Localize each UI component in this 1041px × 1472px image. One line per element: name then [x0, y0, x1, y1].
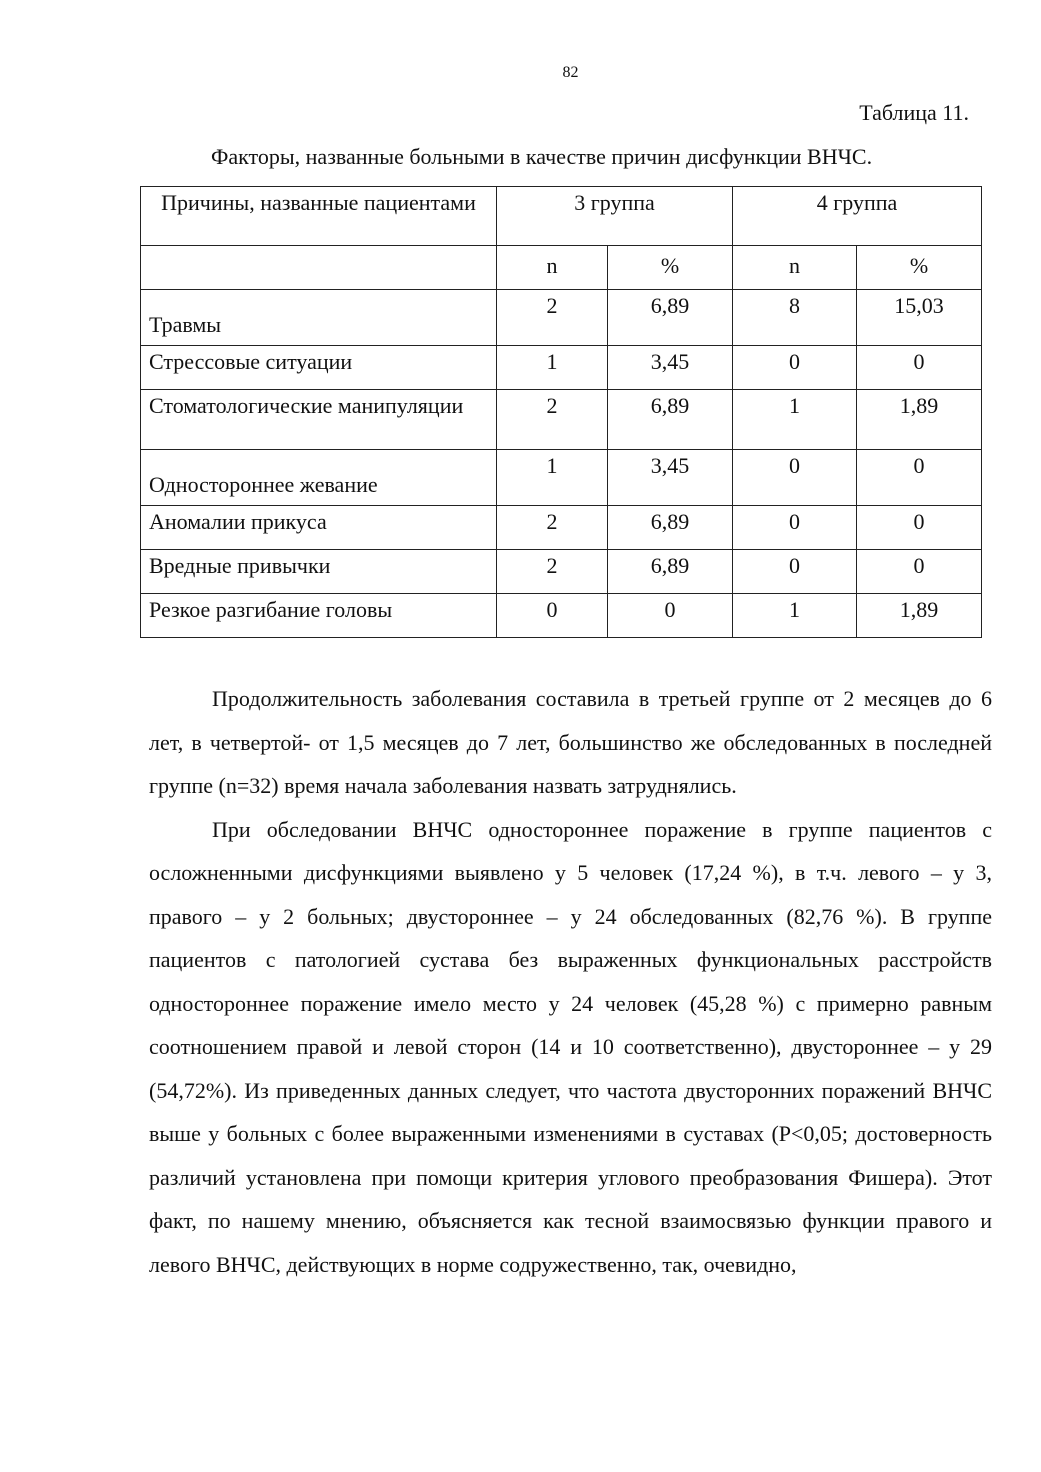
paragraph: При обследовании ВНЧС одностороннее поражение в группе пациентов с осложненными дисфункциями выявлено у 5 человек (17,24 %), в т.ч. левого – у 3, правого – у 2 больных; двустороннее – у 24 обследованных (82,76 %). В группе пациентов с патологией сустава без выраженных функциональных расстройств одностороннее поражение имело место у 24 человек (45,28 %) с примерно равным соотношением правой и левой сторон (14 и 10 соответственно), двустороннее – у 29 (54,72%). Из приведенных данных следует, что частота двусторонних поражений ВНЧС выше у больных с более выраженными изменениями в суставах (Р<0,05; достоверность различий установлена при помощи критерия углового преобразования Фишера). Этот факт, по нашему мнению, объясняется как тесной взаимосвязью функции правого и левого ВНЧС, действующих в норме содружественно, так, очевидно,: [149, 816, 992, 1277]
table-row: [141, 506, 982, 550]
row-cause: Стрессовые ситуации: [141, 346, 497, 390]
table-row: [141, 390, 982, 450]
row-g4-n: 8: [733, 290, 857, 346]
row-g4-pct: 0: [857, 506, 982, 550]
row-g3-pct: 6,89: [608, 290, 733, 346]
row-g3-pct: 6,89: [608, 550, 733, 594]
row-g4-n: 0: [733, 550, 857, 594]
row-g4-n: 1: [733, 594, 857, 638]
subheader-g3-pct: %: [608, 246, 733, 290]
table-row: [141, 450, 982, 506]
table-label: Таблица 11.: [859, 100, 969, 125]
row-cause: Стоматологические манипуляции: [141, 390, 497, 450]
row-g4-pct: 0: [857, 346, 982, 390]
row-g4-pct: 0: [857, 550, 982, 594]
page-number: 82: [562, 64, 579, 81]
row-g4-pct: 0: [857, 450, 982, 506]
causes-table: [140, 186, 982, 638]
subheader-g3-n: n: [497, 246, 608, 290]
header-group3: 3 группа: [497, 187, 733, 246]
subheader-g4-pct: %: [857, 246, 982, 290]
table-row: [141, 550, 982, 594]
row-g4-n: 0: [733, 450, 857, 506]
body-text: [149, 677, 992, 1286]
row-g3-pct: 0: [608, 594, 733, 638]
paragraph: Продолжительность заболевания составила в третьей группе от 2 месяцев до 6 лет, в четвертой- от 1,5 месяцев до 7 лет, большинство же обследованных в последней группе (n=32) время начала заболевания назвать затруднялись.: [149, 686, 992, 798]
row-g4-pct: 1,89: [857, 594, 982, 638]
row-g3-n: 2: [497, 506, 608, 550]
row-cause: Травмы: [141, 290, 497, 346]
row-g3-n: 0: [497, 594, 608, 638]
row-g3-pct: 6,89: [608, 390, 733, 450]
row-g4-pct: 1,89: [857, 390, 982, 450]
row-g4-n: 0: [733, 506, 857, 550]
table-row: [141, 346, 982, 390]
row-cause: Аномалии прикуса: [141, 506, 497, 550]
row-g4-n: 1: [733, 390, 857, 450]
row-g4-n: 0: [733, 346, 857, 390]
table-caption: Факторы, названные больными в качестве причин дисфункции ВНЧС.: [211, 144, 873, 169]
row-g3-n: 1: [497, 346, 608, 390]
row-cause: Резкое разгибание головы: [141, 594, 497, 638]
table-header-row: [141, 187, 982, 246]
row-g3-pct: 3,45: [608, 346, 733, 390]
row-g4-pct: 15,03: [857, 290, 982, 346]
table-row: [141, 594, 982, 638]
row-g3-pct: 6,89: [608, 506, 733, 550]
row-g3-n: 2: [497, 550, 608, 594]
row-g3-n: 2: [497, 390, 608, 450]
row-cause: Вредные привычки: [141, 550, 497, 594]
subheader-empty: [141, 246, 497, 290]
header-cause: Причины, названные пациентами: [141, 187, 497, 246]
table-row: [141, 290, 982, 346]
subheader-g4-n: n: [733, 246, 857, 290]
row-g3-n: 1: [497, 450, 608, 506]
row-cause: Одностороннее жевание: [141, 450, 497, 506]
row-g3-n: 2: [497, 290, 608, 346]
row-g3-pct: 3,45: [608, 450, 733, 506]
table-subheader-row: [141, 246, 982, 290]
header-group4: 4 группа: [733, 187, 982, 246]
